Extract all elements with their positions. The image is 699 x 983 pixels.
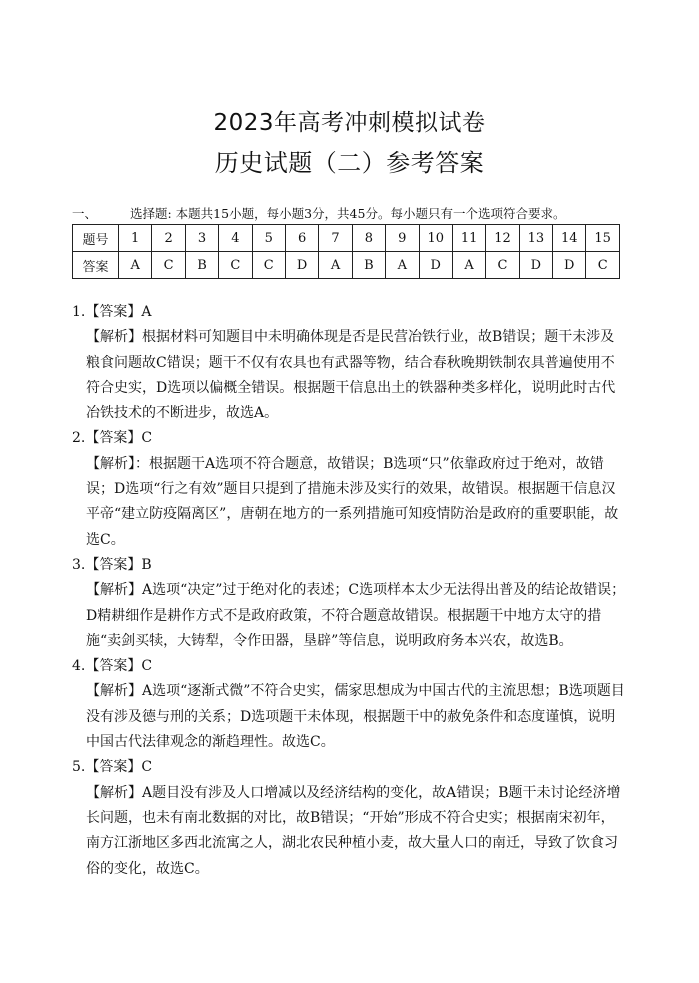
answer-cell: D: [519, 252, 552, 279]
answer-cell: A: [386, 252, 419, 279]
answer-table: [72, 224, 620, 279]
answer-cell: A: [319, 252, 352, 279]
explanation-text: 【解析】A选项“决定”过于绝对化的表述；C选项样本太少无法得出普及的结论故错误；D精耕细作是耕作方式不是政府政策，不符合题意故错误。根据题干中地方太守的措施“卖剑买犊，大铸犁，令作田器，垦辟”等信息，说明政府务本兴农，故选B。: [86, 582, 626, 649]
question-number-cell: 2: [152, 225, 185, 252]
answer-cell: A: [119, 252, 152, 279]
question-number-cell: 6: [285, 225, 318, 252]
answer-line: 2.【答案】C: [72, 430, 153, 447]
answer-table-number-row: [73, 225, 620, 252]
answer-cell: C: [586, 252, 619, 279]
answer-cell: D: [419, 252, 452, 279]
row-label-answer: 答案: [73, 252, 119, 279]
page-title: 2023年高考冲刺模拟试卷: [213, 110, 486, 136]
answer-cell: C: [252, 252, 285, 279]
answer-line: 4.【答案】C: [72, 658, 153, 675]
answer-cell: C: [152, 252, 185, 279]
question-number-cell: 5: [252, 225, 285, 252]
answer-cell: C: [219, 252, 252, 279]
section-instruction: [72, 204, 565, 222]
answer-cell: D: [285, 252, 318, 279]
row-label-number: 题号: [73, 225, 119, 252]
question-number-cell: 10: [419, 225, 452, 252]
explanation-text: 【解析】A选项“逐渐式微”不符合史实，儒家思想成为中国古代的主流思想；B选项题目没有涉及德与刑的关系；D选项题干未体现，根据题干中的赦免条件和态度谨慎，说明中国古代法律观念的渐趋理性。故选C。: [86, 683, 625, 751]
answer-cell: A: [452, 252, 485, 279]
answer-explanations: [72, 300, 628, 882]
explanation-text: 【解析】根据材料可知题目中未明确体现是否是民营冶铁行业，故B错误；题干未涉及粮食问题故C错误；题干不仅有农具也有武器等物，结合春秋晚期铁制农具普遍使用不符合史实，D选项以偏概全错误。根据题干信息出土的铁器种类多样化，说明此时古代冶铁技术的不断进步，故选A。: [86, 329, 616, 422]
answer-cell: D: [553, 252, 586, 279]
explanation-text: 【解析】A题目没有涉及人口增减以及经济结构的变化，故A错误；B题干未讨论经济增长问题，也未有南北数据的对比，故B错误；“开始”形成不符合史实；根据南宋初年，南方江浙地区多西北流寓之人，湖北农民种植小麦，故大量人口的南迁，导致了饮食习俗的变化，故选C。: [86, 784, 621, 877]
question-number-cell: 12: [486, 225, 519, 252]
section-instruction-text: 选择题: 本题共15小题，每小题3分，共45分。每小题只有一个选项符合要求。: [130, 206, 566, 221]
page-subtitle: 历史试题（二）参考答案: [214, 149, 485, 177]
question-number-cell: 8: [352, 225, 385, 252]
answer-cell: C: [486, 252, 519, 279]
question-number-cell: 4: [219, 225, 252, 252]
answer-table-answer-row: [73, 252, 620, 279]
question-number-cell: 7: [319, 225, 352, 252]
question-number-cell: 3: [185, 225, 218, 252]
question-number-cell: 11: [452, 225, 485, 252]
question-number-cell: 9: [386, 225, 419, 252]
question-number-cell: 14: [553, 225, 586, 252]
answer-cell: B: [185, 252, 218, 279]
answer-line: 3.【答案】B: [72, 556, 152, 573]
explanation-text: 【解析】：根据题干A选项不符合题意，故错误；B选项“只”依靠政府过于绝对，故错误；D选项“行之有效”题目只提到了措施未涉及实行的效果，故错误。根据题干信息汉平帝“建立防疫隔离区”，唐朝在地方的一系列措施可知疫情防治是政府的重要职能，故选C。: [86, 455, 619, 548]
question-number-cell: 1: [119, 225, 152, 252]
question-number-cell: 13: [519, 225, 552, 252]
answer-line: 1.【答案】A: [72, 304, 152, 320]
answer-line: 5.【答案】C: [72, 759, 153, 776]
section-number: 一、: [72, 206, 98, 221]
answer-cell: B: [352, 252, 385, 279]
question-number-cell: 15: [586, 225, 619, 252]
